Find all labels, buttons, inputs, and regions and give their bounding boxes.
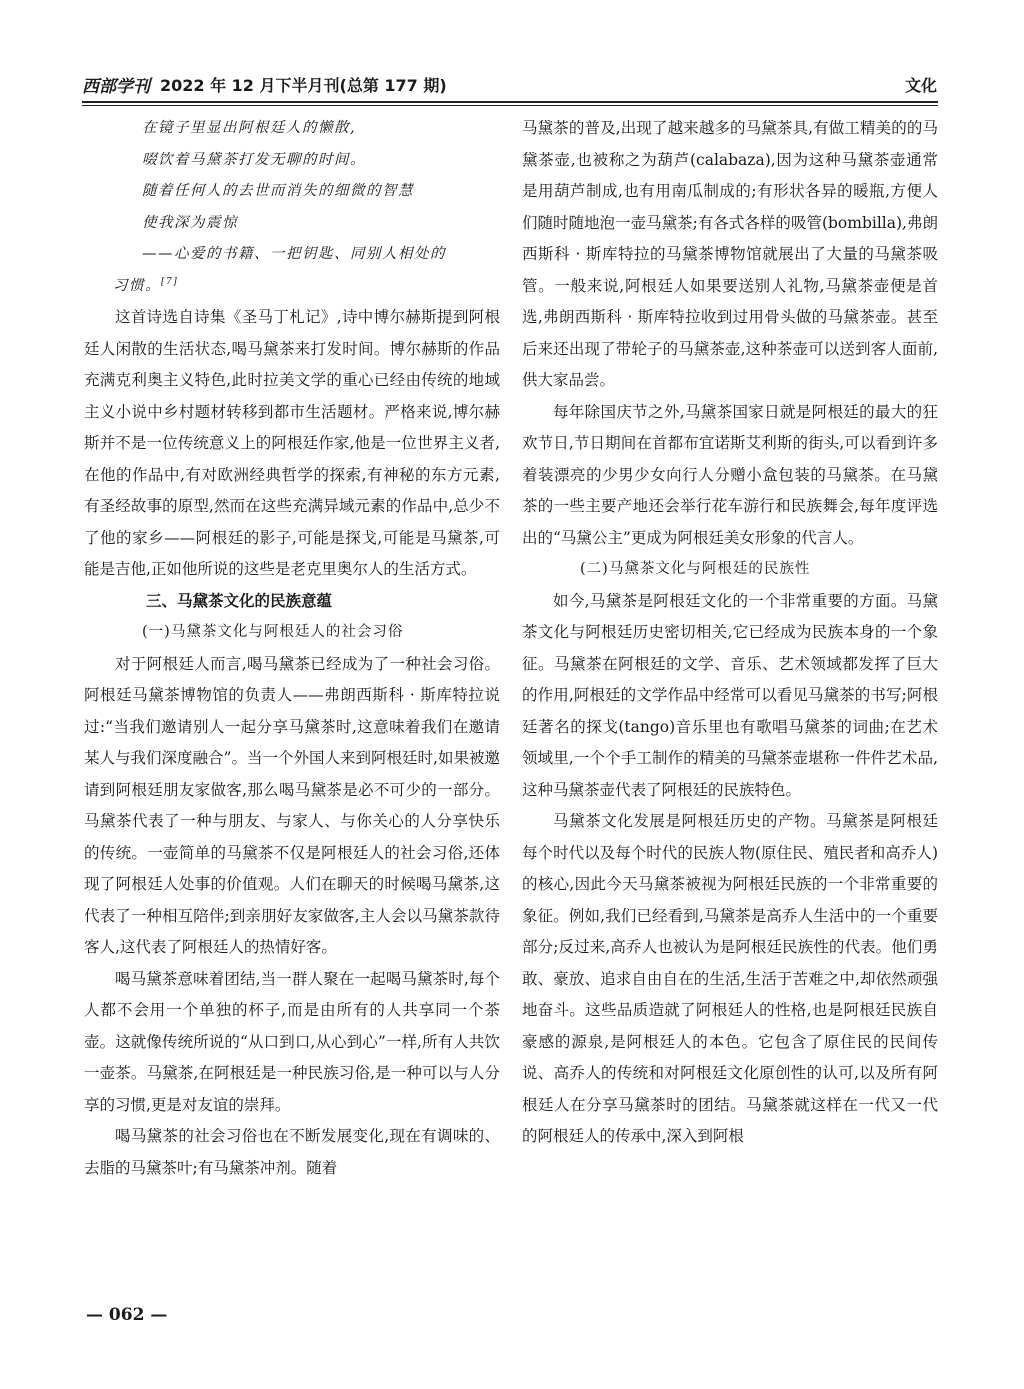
poem-line: 在镜子里显出阿根廷人的懒散, [142, 120, 357, 136]
subsection-heading: (一)马黛茶文化与阿根廷人的社会习俗 [142, 624, 404, 640]
body-paragraph: 喝马黛茶的社会习俗也在不断发展变化,现在有调味的、去脂的马黛茶叶;有马黛茶冲剂。随着 [84, 1127, 500, 1177]
body-paragraph: 如今,马黛茶是阿根廷文化的一个非常重要的方面。马黛茶文化与阿根廷历史密切相关,它已经成为民族本身的一个象征。马黛茶在阿根廷的文学、音乐、艺术领域都发挥了巨大的作用,阿根廷的文学作品中经常可以看见马黛茶的书写;阿根廷著名的探戈(tango)音乐里也有歌唱马黛茶的词曲;在艺术领域里,一个个手工制作的精美的马黛茶壶堪称一件件艺术品,这种马黛茶壶代表了阿根廷的民族特色。 [522, 591, 938, 799]
body-paragraph: 对于阿根廷人而言,喝马黛茶已经成为了一种社会习俗。阿根廷马黛茶博物馆的负责人——弗朗西斯科 · 斯库特拉说过:“当我们邀请别人一起分享马黛茶时,这意味着我们在邀请某人与我们深度融合”。当一个外国人来到阿根廷时,如果被邀请到阿根廷朋友家做客,那么喝马黛茶是必不可少的一部分。马黛茶代表了一种与朋友、与家人、与你关心的人分享快乐的传统。一壶简单的马黛茶不仅是阿根廷人的社会习俗,还体现了阿根廷人处事的价值观。人们在聊天的时候喝马黛茶,这代表了一种相互陪伴;到亲朋好友家做客,主人会以马黛茶款待客人,这代表了阿根廷人的热情好客。 [84, 654, 500, 956]
subsection-heading: (二)马黛茶文化与阿根廷的民族性 [580, 561, 811, 577]
header-rule-thick [82, 101, 938, 103]
poem-last: 习惯。 [113, 277, 161, 294]
poem-line: 使我深为震惊 [142, 214, 238, 231]
right-column [522, 113, 938, 1153]
section-label: 文化 [904, 76, 937, 95]
issue-info: 2022 年 12 月下半月刊(总第 177 期) [160, 76, 447, 95]
poem-line: 啜饮着马黛茶打发无聊的时间。 [142, 151, 366, 168]
page-number: — 062 — [86, 1305, 168, 1325]
body-paragraph: 这首诗选自诗集《圣马丁札记》,诗中博尔赫斯提到阿根廷人闲散的生活状态,喝马黛茶来打发时间。博尔赫斯的作品充满克利奥主义特色,此时拉美文学的重心已经由传统的地域主义小说中乡村题材转移到都市生活题材。严格来说,博尔赫斯并不是一位传统意义上的阿根廷作家,他是一位世界主义者,在他的作品中,有对欧洲经典哲学的探索,有神秘的东方元素,有圣经故事的原型,然而在这些充满异域元素的作品中,总少不了他的家乡——阿根廷的影子,可能是探戈,可能是马黛茶,可能是吉他,正如他所说的这些是老克里奥尔人的生活方式。 [84, 308, 500, 578]
body-paragraph: 马黛茶的普及,出现了越来越多的马黛茶具,有做工精美的的马黛茶壶,也被称之为葫芦(calabaza),因为这种马黛茶壶通常是用葫芦制成,也有用南瓜制成的;有形状各异的暖瓶,方便人们随时随地泡一壶马黛茶;有各式各样的吸管(bombilla),弗朗西斯科 · 斯库特拉的马黛茶博物馆就展出了大量的马黛茶吸管。一般来说,阿根廷人如果要送别人礼物,马黛茶壶便是首选,弗朗西斯科 · 斯库特拉收到过用骨头做的马黛茶壶。甚至后来还出现了带轮子的马黛茶壶,这种茶壶可以送到客人面前,供大家品尝。 [522, 119, 938, 389]
left-column [84, 113, 500, 1184]
body-paragraph: 喝马黛茶意味着团结,当一群人聚在一起喝马黛茶时,每个人都不会用一个单独的杯子,而是由所有的人共享同一个茶壶。这就像传统所说的“从口到口,从心到心”一样,所有人共饮一壶茶。马黛茶,在阿根廷是一种民族习俗,是一种可以与人分享的习惯,更是对友谊的崇拜。 [84, 969, 500, 1114]
header-rule-thin [82, 105, 938, 106]
journal-logo: 西部学刊 [82, 77, 150, 97]
body-paragraph: 马黛茶文化发展是阿根廷历史的产物。马黛茶是阿根廷每个时代以及每个时代的民族人物(原住民、殖民者和高乔人)的核心,因此今天马黛茶被视为阿根廷民族的一个非常重要的象征。例如,我们已经看到,马黛茶是高乔人生活中的一个重要部分;反过来,高乔人也被认为是阿根廷民族性的代表。他们勇敢、豪放、追求自由自在的生活,生活于苦难之中,却依然顽强地奋斗。这些品质造就了阿根廷人的性格,也是阿根廷民族自豪感的源泉,是阿根廷人的本色。它包含了原住民的民间传说、高乔人的传统和对阿根廷文化原创性的认可,以及所有阿根廷人在分享马黛茶时的团结。马黛茶就这样在一代又一代的阿根廷人的传承中,深入到阿根 [522, 812, 938, 1145]
body-paragraph: 每年除国庆节之外,马黛茶国家日就是阿根廷的最大的狂欢节日,节日期间在首都布宜诺斯艾利斯的街头,可以看到许多着装漂亮的少男少女向行人分赠小盒包装的马黛茶。在马黛茶的一些主要产地还会举行花车游行和民族舞会,每年度评选出的“马黛公主”更成为阿根廷美女形象的代言人。 [522, 402, 938, 547]
poem-line: ——心爱的书籍、一把钥匙、同别人相处的 [142, 246, 446, 262]
citation-ref: [7] [161, 276, 179, 287]
section-heading: 三、马黛茶文化的民族意蕴 [146, 591, 333, 610]
running-header [82, 70, 937, 100]
poem-line: 随着任何人的去世而消失的细微的智慧 [142, 183, 414, 199]
poem-line-end [84, 271, 500, 303]
